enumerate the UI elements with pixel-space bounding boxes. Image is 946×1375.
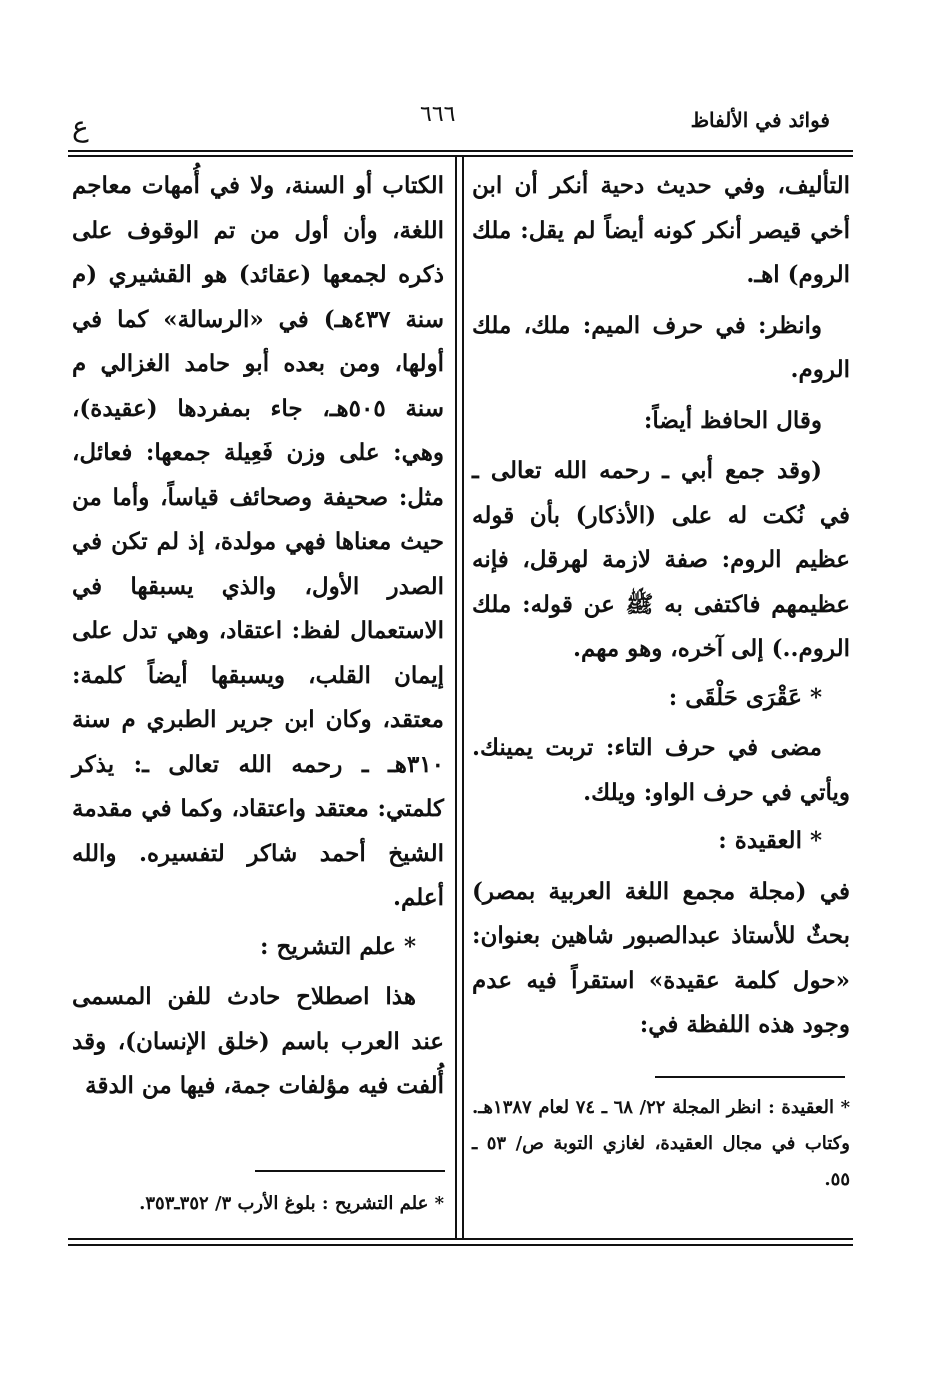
paragraph: في (مجلة مجمع اللغة العربية بمصر) بحثٌ للأستاذ عبدالصبور شاهين بعنوان: «حول كلمة عقيدة» استقراً فيه عدم وجود هذه اللفظة في:: [472, 877, 850, 1038]
header-rule-bottom: [68, 155, 853, 157]
left-column: [72, 164, 444, 1109]
paragraph: وانظر: في حرف الميم: ملك، ملك الروم.: [472, 311, 850, 383]
running-title: فوائد في الألفاظ: [690, 108, 830, 132]
quoted-paragraph: (وقد جمع أبي ـ رحمه الله تعالى ـ في نُكت له على (الأذكار) بأن قوله عظيم الروم: صفة لازمة لهرقل، فإنه عظيمهم فاكتفى به ﷺ عن قوله: ملك الروم..) إلى آخره، وهو مهم.: [472, 457, 850, 662]
entry-heading: * علم التشريح :: [260, 932, 416, 960]
paragraph: هذا اصطلاح حادث للفن المسمى عند العرب باسم (خلق الإنسان)، وقد أُلفت فيه مؤلفات جمة، فيها من الدقة: [72, 983, 444, 1099]
footer-rule-bottom: [68, 1244, 853, 1246]
paragraph: الكتاب أو السنة، ولا في أُمهات معاجم اللغة، وأن أول من تم الوقوف على ذكره لجمعها (عقائد) هو القشيري (م سنة ٤٣٧هـ) في «الرسالة» كما في أولها، ومن بعده أبو حامد الغزالي م سنة ٥٠٥هـ، جاء بمفردها (عقيدة)، وهي: على وزن فَعِيلة جمعها: فعائل، مثل: صحيفة وصحائف قياساً، وأما من حيث معناها فهي مولدة، إذ لم تكن في الصدر الأول، والذي يسبقها في الاستعمال لفظ: اعتقاد، وهي تدل على إيمان القلب، ويسبقها أيضاً كلمة: معتقد، وكان ابن جرير الطبري م سنة ٣١٠هـ ـ رحمه الله تعالى ـ: يذكر كلمتي: معتقد واعتقاد، وكما في مقدمة الشيخ أحمد شاكر لتفسيره. والله أعلم.: [72, 172, 444, 911]
left-footnote-separator: [255, 1170, 445, 1172]
paragraph: التأليف، وفي حديث دحية أنكر أن ابن أخي قيصر أنكر كونه أيضاً لم يقل: ملك الروم) اهـ.: [472, 172, 850, 288]
header-rule-top: [68, 150, 853, 152]
paragraph: وقال الحافظ أيضاً:: [643, 406, 822, 434]
column-divider-right: [462, 156, 464, 1238]
page-number: ٦٦٦: [420, 102, 456, 127]
column-divider-left: [455, 156, 457, 1238]
footer-rule-top: [68, 1238, 853, 1240]
signature-mark: ع: [72, 110, 89, 143]
entry-heading: * العقيدة :: [718, 827, 822, 854]
left-footnote: [72, 1186, 444, 1222]
right-column: [472, 164, 850, 1048]
footnote-text: * العقيدة : انظر المجلة ٢٢/ ٦٨ ـ ٧٤ لعام ١٣٨٧هـ. وكتاب في مجال العقيدة، لغازي التوبة ص/ ٥٣ ـ ٥٥.: [472, 1097, 850, 1190]
page-header: [60, 100, 830, 142]
footnote-text: * علم التشريح : بلوغ الأرب ٣/ ٣٥٢ـ٣٥٣.: [139, 1193, 444, 1214]
right-footnote-separator: [655, 1076, 845, 1078]
right-footnote: [472, 1090, 850, 1198]
entry-heading: * عَقْرَى حَلْقَى :: [668, 683, 822, 711]
paragraph: مضى في حرف التاء: تربت يمينك. ويأتي في حرف الواو: ويلك.: [472, 734, 850, 806]
